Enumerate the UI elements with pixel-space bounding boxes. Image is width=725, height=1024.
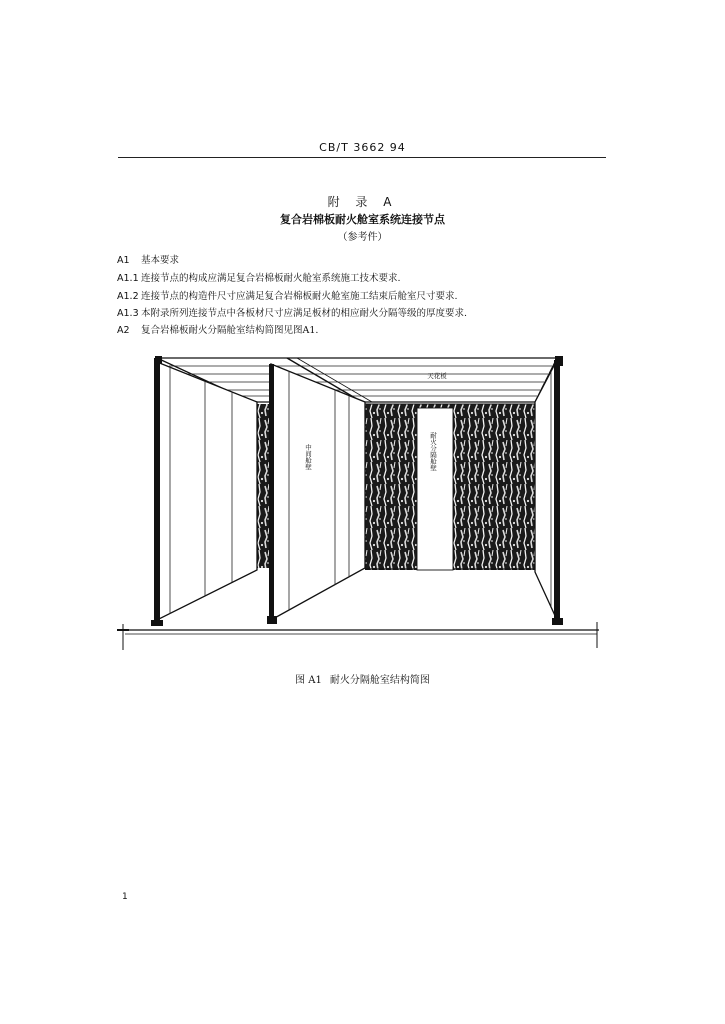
clause-number: A1.1 xyxy=(117,273,139,284)
clause-text: 复合岩棉板耐火分隔舱室结构简图见图A1. xyxy=(141,325,319,336)
cabin-structure-figure xyxy=(117,352,605,662)
figure-number: 图 A1 xyxy=(295,675,322,686)
right-side-wall xyxy=(535,360,563,625)
clause-a1-2 xyxy=(117,288,458,302)
clause-text: 连接节点的构成应满足复合岩棉板耐火舱室系统施工技术要求. xyxy=(141,273,401,284)
clause-a2 xyxy=(117,322,318,336)
clause-text: 本附录所列连接节点中各板材尺寸应满足板材的相应耐火分隔等级的厚度要求. xyxy=(141,308,468,319)
middle-partition xyxy=(267,364,365,624)
appendix-label: 附 录 A xyxy=(327,195,398,209)
clause-text: 连接节点的构造件尺寸应满足复合岩棉板耐火舱室施工结束后舱室尺寸要求. xyxy=(141,291,458,302)
clause-a1-1 xyxy=(117,270,401,284)
left-front-wall xyxy=(151,358,257,626)
figure-caption-text: 耐火分隔舱室结构简图 xyxy=(329,675,430,686)
header-rule xyxy=(118,157,606,158)
clause-text: 基本要求 xyxy=(141,255,180,266)
standard-header: CB/T 3662 94 xyxy=(319,141,406,154)
clause-number: A1 xyxy=(117,255,130,266)
fire-bulkhead-label: 耐火分隔舱壁 xyxy=(429,432,437,471)
clause-a1-3 xyxy=(117,305,467,319)
floor-line xyxy=(117,622,599,650)
page-number: 1 xyxy=(122,892,128,902)
clause-number: A1.2 xyxy=(117,291,139,302)
clause-a1 xyxy=(117,252,179,266)
clause-number: A2 xyxy=(117,325,130,336)
figure-caption xyxy=(0,671,725,686)
appendix-note: （参考件） xyxy=(337,232,388,243)
ceiling-label: 天花板 xyxy=(427,372,447,380)
appendix-title: 复合岩棉板耐火舱室系统连接节点 xyxy=(280,213,445,226)
partition-label: 中间舱壁 xyxy=(304,444,312,470)
clause-number: A1.3 xyxy=(117,308,139,319)
